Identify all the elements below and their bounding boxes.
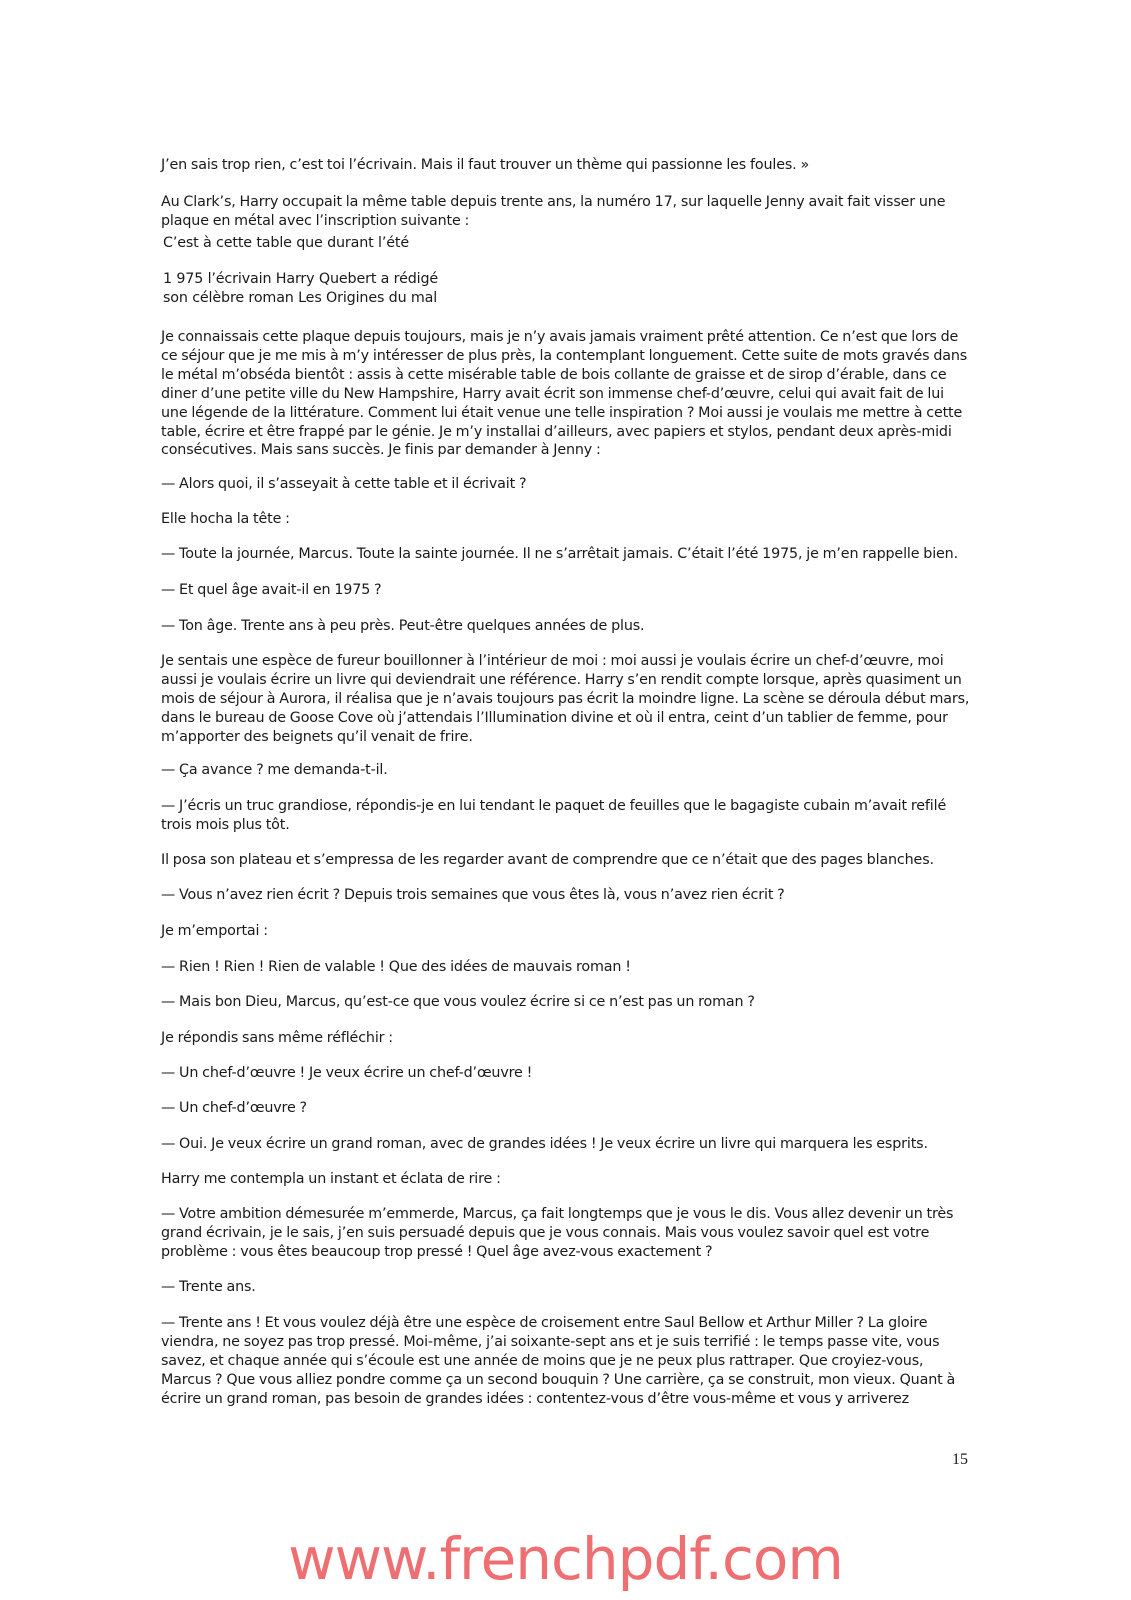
paragraph-21: Harry me contempla un instant et éclata de rire : bbox=[161, 1171, 501, 1187]
paragraph-19: — Un chef-d’œuvre ? bbox=[161, 1100, 307, 1116]
paragraph-5: Elle hocha la tête : bbox=[161, 511, 290, 527]
paragraph-8: — Ton âge. Trente ans à peu près. Peut-être quelques années de plus. bbox=[161, 618, 645, 634]
plaque-line-2: 1 975 l’écrivain Harry Quebert a rédigé bbox=[163, 271, 439, 287]
paragraph-1: J’en sais trop rien, c’est toi l’écrivain. Mais il faut trouver un thème qui passionne les foules. » bbox=[161, 157, 810, 173]
paragraph-13: — Vous n’avez rien écrit ? Depuis trois semaines que vous êtes là, vous n’avez rien écrit ? bbox=[161, 887, 785, 903]
paragraph-20: — Oui. Je veux écrire un grand roman, avec de grandes idées ! Je veux écrire un livre qui marquera les esprits. bbox=[161, 1136, 928, 1152]
paragraph-10: — Ça avance ? me demanda-t-il. bbox=[161, 762, 388, 778]
plaque-inscription-continued bbox=[163, 270, 438, 308]
plaque-line-1: C’est à cette table que durant l’été bbox=[163, 235, 409, 251]
watermark-url: www.frenchpdf.com bbox=[288, 1525, 843, 1593]
paragraph-17: Je répondis sans même réfléchir : bbox=[161, 1030, 393, 1046]
paragraph-16: — Mais bon Dieu, Marcus, qu’est-ce que vous voulez écrire si ce n’est pas un roman ? bbox=[161, 994, 755, 1010]
paragraph-11: — J’écris un truc grandiose, répondis-je en lui tendant le paquet de feuilles que le bagagiste cubain m’avait refilé trois mois plus tôt. bbox=[161, 798, 947, 833]
paragraph-3: Je connaissais cette plaque depuis toujours, mais je n’y avais jamais vraiment prêté attention. Ce n’est que lors de ce séjour que je me mis à m’y intéresser de plus près, la contemplant longuement. Cette suite de mots gravés dans le métal m’obséda bientôt : assis à cette misérable table de bois collante de graisse et de sirop d’érable, dans ce diner d’une petite ville du New Hampshire, Harry avait écrit son immense chef-d’œuvre, celui qui avait fait de lui une légende de la littérature. Comment lui était venue une telle inspiration ? Moi aussi je voulais me mettre à cette table, écrire et être frappé par le génie. Je m’y installai d’ailleurs, avec papiers et stylos, pendant deux après-midi consécutives. Mais sans succès. Je finis par demander à Jenny : bbox=[161, 329, 968, 459]
paragraph-22: — Votre ambition démesurée m’emmerde, Marcus, ça fait longtemps que je vous le dis. Vous allez devenir un très grand écrivain, je le sais, j’en suis persuadé depuis que je vous connais. Mais vous voulez savoir quel est votre problème : vous êtes beaucoup trop pressé ! Quel âge avez-vous exactement ? bbox=[161, 1206, 954, 1260]
paragraph-12: Il posa son plateau et s’empressa de les regarder avant de comprendre que ce n’était que des pages blanches. bbox=[161, 852, 934, 868]
paragraph-2: Au Clark’s, Harry occupait la même table depuis trente ans, la numéro 17, sur laquelle Jenny avait fait visser une plaque en métal avec l’inscription suivante : bbox=[161, 194, 946, 229]
page-number: 15 bbox=[952, 1451, 968, 1468]
paragraph-9: Je sentais une espèce de fureur bouillonner à l’intérieur de moi : moi aussi je voulais écrire un chef-d’œuvre, moi aussi je voulais écrire un livre qui deviendrait une référence. Harry s’en rendit compte lorsque, après quasiment un mois de séjour à Aurora, il réalisa que je n’avais toujours pas écrit la moindre ligne. La scène se déroula début mars, dans le bureau de Goose Cove où j’attendais l’Illumination divine et où il entra, ceint d’un tablier de femme, pour m’apporter des beignets qu’il venait de frire. bbox=[161, 653, 970, 745]
paragraph-24: — Trente ans ! Et vous voulez déjà être une espèce de croisement entre Saul Bellow et Arthur Miller ? La gloire viendra, ne soyez pas trop pressé. Moi-même, j’ai soixante-sept ans et je suis terrifié : le temps passe vite, vous savez, et chaque année qui s’écoule est une année de moins que je ne peux plus rattraper. Que croyiez-vous, Marcus ? Que vous alliez pondre comme ça un second bouquin ? Une carrière, ça se construit, mon vieux. Quant à écrire un grand roman, pas besoin de grandes idées : contentez-vous d’être vous-même et vous y arriverez bbox=[161, 1315, 956, 1407]
paragraph-15: — Rien ! Rien ! Rien de valable ! Que des idées de mauvais roman ! bbox=[161, 959, 631, 975]
paragraph-14: Je m’emportai : bbox=[161, 923, 268, 939]
paragraph-18: — Un chef-d’œuvre ! Je veux écrire un chef-d’œuvre ! bbox=[161, 1065, 533, 1081]
paragraph-6: — Toute la journée, Marcus. Toute la sainte journée. Il ne s’arrêtait jamais. C’était l’été 1975, je m’en rappelle bien. bbox=[161, 546, 958, 562]
plaque-line-3: son célèbre roman Les Origines du mal bbox=[163, 289, 438, 306]
paragraph-4: — Alors quoi, il s’asseyait à cette table et il écrivait ? bbox=[161, 476, 527, 492]
paragraph-23: — Trente ans. bbox=[161, 1279, 256, 1295]
paragraph-7: — Et quel âge avait-il en 1975 ? bbox=[161, 582, 382, 598]
plaque-inscription bbox=[163, 234, 409, 253]
